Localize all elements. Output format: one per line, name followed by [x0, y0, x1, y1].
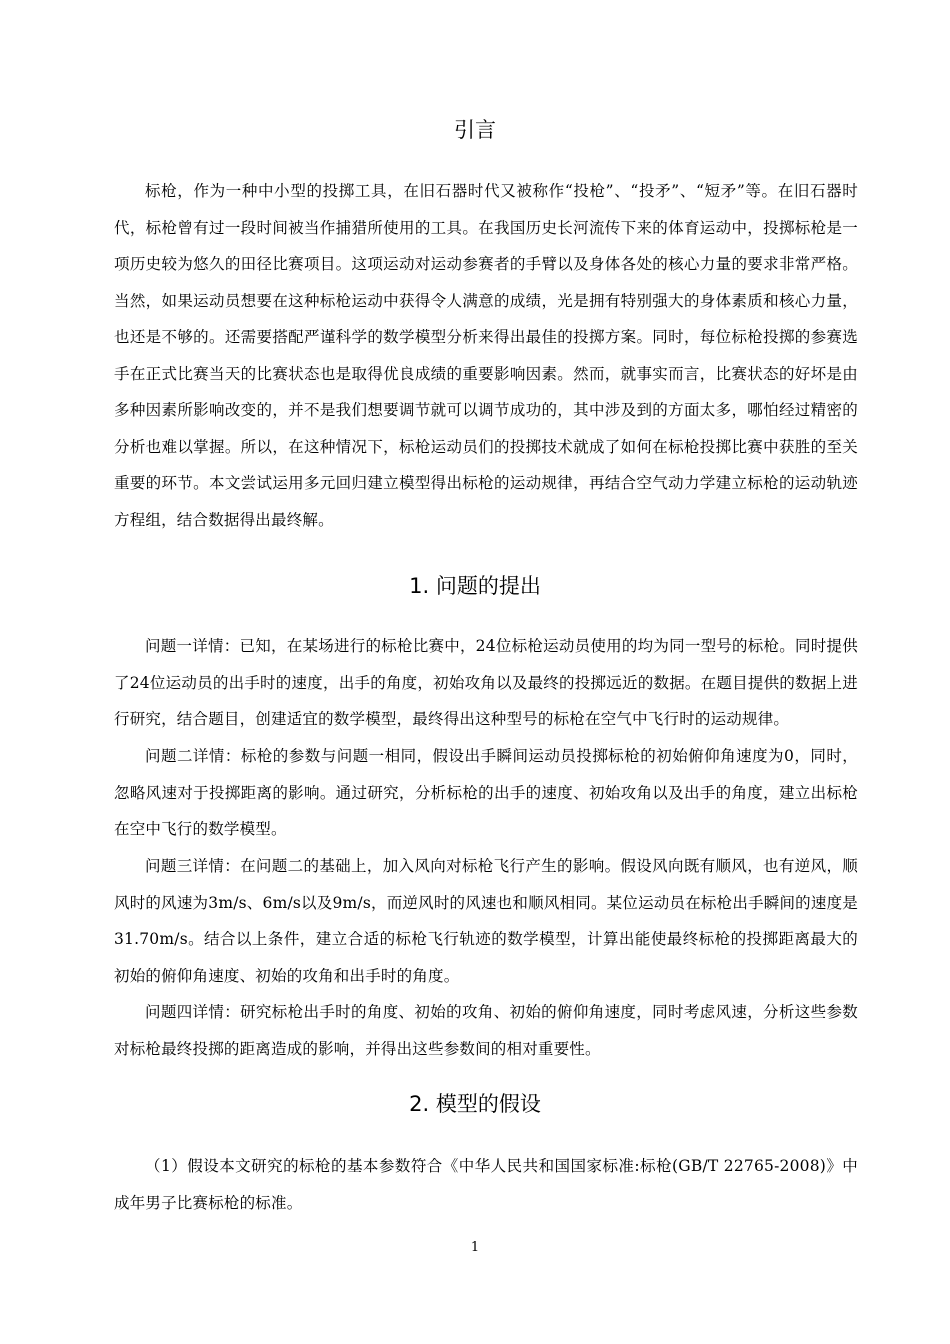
- section-1-heading: 1. 问题的提出: [409, 574, 541, 598]
- intro-heading: 引言: [454, 118, 496, 142]
- intro-paragraph: 标枪，作为一种中小型的投掷工具，在旧石器时代又被称作“投枪”、“投矛”、“短矛”等。在旧石器时代，标枪曾有过一段时间被当作捕猎所使用的工具。在我国历史长河流传下来的体育运动中，投掷标枪是一项历史较为悠久的田径比赛项目。这项运动对运动参赛者的手臂以及身体各处的核心力量的要求非常严格。当然，如果运动员想要在这种标枪运动中获得令人满意的成绩，光是拥有特别强大的身体素质和核心力量，也还是不够的。还需要搭配严谨科学的数学模型分析来得出最佳的投掷方案。同时，每位标枪投掷的参赛选手在正式比赛当天的比赛状态也是取得优良成绩的重要影响因素。然而，就事实而言，比赛状态的好坏是由多种因素所影响改变的，并不是我们想要调节就可以调节成功的，其中涉及到的方面太多，哪怕经过精密的分析也难以掌握。所以，在这种情况下，标枪运动员们的投掷技术就成了如何在标枪投掷比赛中获胜的至关重要的环节。本文尝试运用多元回归建立模型得出标枪的运动规律，再结合空气动力学建立标枪的运动轨迹方程组，结合数据得出最终解。: [114, 182, 858, 529]
- page-number: 1: [470, 1240, 480, 1255]
- problem-1-paragraph: 问题一详情：已知，在某场进行的标枪比赛中，24位标枪运动员使用的均为同一型号的标枪。同时提供了24位运动员的出手时的速度，出手的角度，初始攻角以及最终的投掷远近的数据。在题目提供的数据上进行研究，结合题目，创建适宜的数学模型，最终得出这种型号的标枪在空气中飞行时的运动规律。: [114, 637, 858, 728]
- problem-3-paragraph: 问题三详情：在问题二的基础上，加入风向对标枪飞行产生的影响。假设风向既有顺风，也有逆风，顺风时的风速为3m/s、6m/s以及9m/s，而逆风时的风速也和顺风相同。某位运动员在标枪出手瞬间的速度是31.70m/s。结合以上条件，建立合适的标枪飞行轨迹的数学模型，计算出能使最终标枪的投掷距离最大的初始的俯仰角速度、初始的攻角和出手时的角度。: [114, 857, 858, 985]
- problem-2-paragraph: 问题二详情：标枪的参数与问题一相同，假设出手瞬间运动员投掷标枪的初始俯仰角速度为0，同时，忽略风速对于投掷距离的影响。通过研究，分析标枪的出手的速度、初始攻角以及出手的角度，建立出标枪在空中飞行的数学模型。: [114, 747, 858, 838]
- problem-4-paragraph: 问题四详情：研究标枪出手时的角度、初始的攻角、初始的俯仰角速度，同时考虑风速，分析这些参数对标枪最终投掷的距离造成的影响，并得出这些参数间的相对重要性。: [114, 1003, 858, 1058]
- assumption-1-paragraph: （1）假设本文研究的标枪的基本参数符合《中华人民共和国国家标准:标枪(GB/T 22765-2008)》中成年男子比赛标枪的标准。: [114, 1157, 858, 1212]
- section-2-heading: 2. 模型的假设: [409, 1092, 541, 1116]
